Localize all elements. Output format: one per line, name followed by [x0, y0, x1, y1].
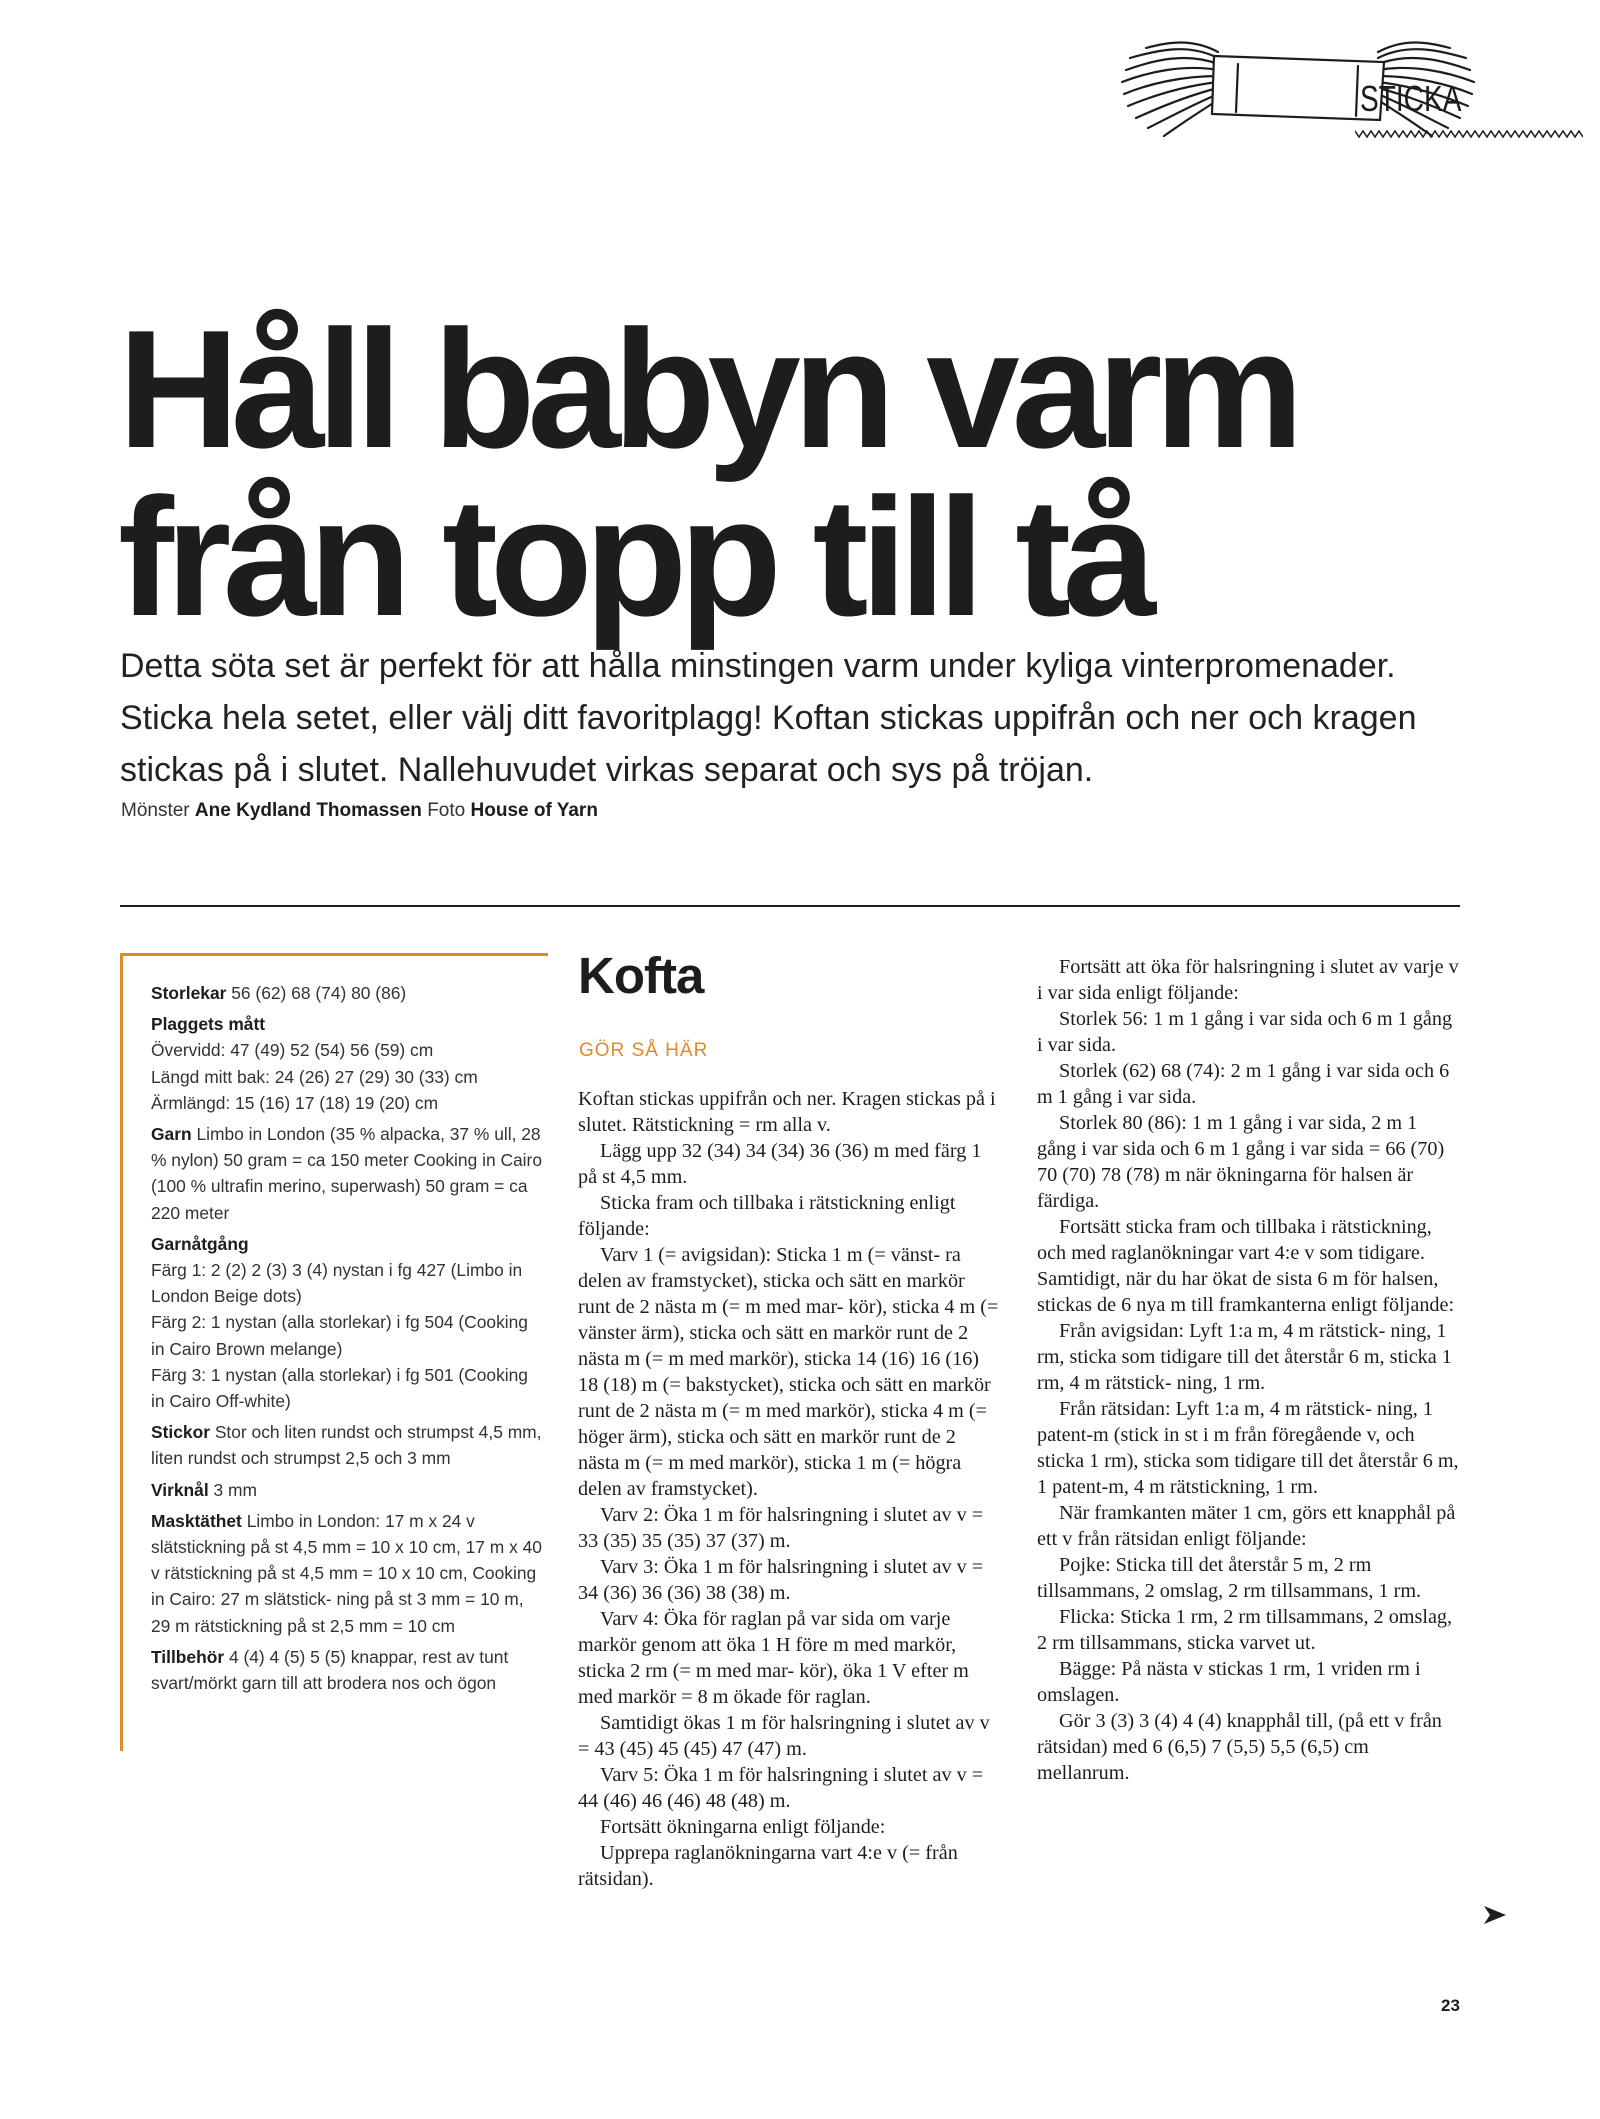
yarn-amount-line: Färg 3: 1 nystan (alla storlekar) i fg 501 (Cooking in Cairo Off-white) [151, 1364, 528, 1412]
yarn-value: Limbo in London (35 % alpacka, 37 % ull, 28 % nylon) 50 gram = ca 150 meter Cooking in Cairo (100 % ultrafin merino, superwash) 50 gram = ca 220 meter [151, 1124, 543, 1223]
needles-label: Stickor [151, 1422, 210, 1443]
article-intro: Detta söta set är perfekt för att hålla minstingen varm under kyliga vinterpromenader. Sticka hela setet, eller välj ditt favoritplagg! Koftan stickas uppifrån och ner och kragen stickas på i slutet. Nallehuvudet virkas separat och sys på tröjan. [120, 647, 1417, 789]
instruction-paragraph: Sticka fram och tillbaka i rätstickning enligt följande: [578, 1192, 956, 1240]
sizes-entry [151, 980, 546, 1006]
instruction-paragraph: Från avigsidan: Lyft 1:a m, 4 m rätstick- ning, 1 rm, sticka som tidigare till det återstår 6 m, sticka 1 rm, 4 m rätstick- ning, 1 rm. [1037, 1320, 1452, 1394]
measurements-label: Plaggets mått [151, 1014, 266, 1035]
instruction-paragraph: Lägg upp 32 (34) 34 (34) 36 (36) m med färg 1 på st 4,5 mm. [578, 1140, 982, 1188]
instruction-paragraph: Pojke: Sticka till det återstår 5 m, 2 rm tillsammans, 2 omslag, 2 rm tillsammans, 1 rm. [1037, 1554, 1422, 1602]
yarn-amount-line: Färg 2: 1 nystan (alla storlekar) i fg 504 (Cooking in Cairo Brown melange) [151, 1312, 528, 1359]
measurements-line: Längd mitt bak: 24 (26) 27 (29) 30 (33) cm [151, 1066, 478, 1087]
instruction-paragraph: Varv 2: Öka 1 m för halsringning i slutet av v = 33 (35) 35 (35) 37 (37) m. [578, 1504, 984, 1552]
gauge-label: Masktäthet [151, 1510, 242, 1531]
instruction-paragraph: Flicka: Sticka 1 rm, 2 rm tillsammans, 2 omslag, 2 rm tillsammans, sticka varvet ut. [1037, 1606, 1453, 1654]
instruction-paragraph: Varv 3: Öka 1 m för halsringning i slutet av v = 34 (36) 36 (36) 38 (38) m. [578, 1556, 984, 1604]
yarn-entry [151, 1121, 546, 1226]
photo-author: House of Yarn [470, 800, 598, 821]
needles-value: Stor och liten rundst och strumpst 4,5 mm, liten rundst och strumpst 2,5 och 3 mm [151, 1422, 542, 1469]
yarn-amount-entry [151, 1231, 546, 1414]
horizontal-rule [120, 905, 1460, 907]
pattern-author: Ane Kydland Thomassen [194, 800, 422, 821]
sizes-label: Storlekar [151, 983, 227, 1003]
photo-label: Foto [427, 800, 466, 821]
zigzag-divider [1355, 127, 1583, 141]
page-number: 23 [1441, 1996, 1460, 2015]
sizes-value: 56 (62) 68 (74) 80 (86) [231, 983, 407, 1003]
crochet-hook-value: 3 mm [213, 1479, 258, 1500]
instruction-paragraph: När framkanten mäter 1 cm, görs ett knapphål på ett v från rätsidan enligt följande: [1037, 1502, 1456, 1550]
instruction-paragraph: Varv 5: Öka 1 m för halsringning i slutet av v = 44 (46) 46 (46) 48 (48) m. [578, 1764, 984, 1812]
measurements-line: Övervidd: 47 (49) 52 (54) 56 (59) cm [151, 1040, 434, 1061]
instruction-paragraph: Bägge: På nästa v stickas 1 rm, 1 vriden rm i omslagen. [1037, 1658, 1421, 1706]
instruction-paragraph: Fortsätt att öka för halsringning i slutet av varje v i var sida enligt följande: [1037, 956, 1459, 1004]
headline-line-2: från topp till tå [118, 463, 1149, 651]
yarn-label: Garn [151, 1124, 192, 1145]
instruction-paragraph: Varv 1 (= avigsidan): Sticka 1 m (= vänst- ra delen av framstycket), sticka och sätt en markör runt de 2 nästa m (= m med mar- kör), sticka 4 m (= vänster ärm), sticka och sätt en markör runt de 2 nästa m (= m med markör), sticka 14 (16) 16 (16) 18 (18) m (= bakstycket), sticka och sätt en markör runt de 2 nästa m (= m med markör), sticka 4 m (= höger ärm), sticka och sätt en markör runt de 2 nästa m (= m med markör), sticka 1 m (= högra delen av framstycket). [578, 1244, 999, 1500]
instruction-paragraph: Från rätsidan: Lyft 1:a m, 4 m rätstick- ning, 1 patent-m (stick in st i m från föregående v, och sticka 1 rm), sticka som tidigare till det återstår 6 m, 1 patent-m, 4 m rätstickning, 1 rm. [1037, 1398, 1459, 1498]
instruction-paragraph: Upprepa raglanökningarna vart 4:e v (= från rätsidan). [578, 1842, 958, 1890]
materials-info-box [120, 953, 548, 1751]
pattern-label: Mönster [121, 800, 190, 821]
instruction-paragraph: Samtidigt ökas 1 m för halsringning i slutet av v = 43 (45) 45 (45) 47 (47) m. [578, 1712, 990, 1760]
measurements-line: Ärmlängd: 15 (16) 17 (18) 19 (20) cm [151, 1092, 439, 1113]
instruction-paragraph: Storlek (62) 68 (74): 2 m 1 gång i var sida och 6 m 1 gång i var sida. [1037, 1060, 1450, 1108]
gauge-entry [151, 1508, 546, 1639]
instruction-paragraph: Storlek 80 (86): 1 m 1 gång i var sida, 2 m 1 gång i var sida och 6 m 1 gång i var sida = 66 (70) 70 (70) 78 (78) m när ökningarna för halsen är färdiga. [1037, 1112, 1445, 1212]
instruction-paragraph: Varv 4: Öka för raglan på var sida om varje markör genom att öka 1 H före m med markör, sticka 2 rm (= m med mar- kör), öka 1 V efter m med markör = 8 m ökade för raglan. [578, 1608, 969, 1708]
accessories-label: Tillbehör [151, 1646, 225, 1667]
article-headline [118, 295, 1538, 651]
instruction-paragraph: Fortsätt sticka fram och tillbaka i rätstickning, och med raglanökningar vart 4:e v som tidigare. Samtidigt, när du har ökat de sista 6 m för halsen, stickas de 6 nya m till framkanterna enligt följande: [1037, 1216, 1455, 1316]
article-credits [121, 800, 598, 822]
section-title: Kofta [578, 947, 704, 1004]
section-label: STICKA [1360, 78, 1462, 119]
instruction-paragraph: Gör 3 (3) 3 (4) 4 (4) knapphål till, (på ett v från rätsidan) med 6 (6,5) 7 (5,5) 5,5 (6,5) cm mellanrum. [1037, 1710, 1442, 1784]
instructions-column-1 [578, 1086, 1002, 1892]
gauge-value: Limbo in London: 17 m x 24 v slätstickning på st 4,5 mm = 10 x 10 cm, 17 m x 40 v rätstickning på st 4,5 mm = 10 x 10 cm, Cooking in Cairo: 27 m slätstick- ning på st 3 mm = 10 m, 29 m rätstickning på st 2,5 mm = 10 cm [151, 1510, 542, 1636]
accessories-value: 4 (4) 4 (5) 5 (5) knappar, rest av tunt svart/mörkt garn till att brodera nos och ögon [151, 1646, 509, 1694]
instructions-column-2 [1037, 954, 1461, 1786]
continue-arrow-icon [1484, 1906, 1506, 1924]
yarn-amount-line: Färg 1: 2 (2) 2 (3) 3 (4) nystan i fg 427 (Limbo in London Beige dots) [151, 1260, 523, 1307]
instruction-paragraph: Koftan stickas uppifrån och ner. Kragen stickas på i slutet. Rätstickning = rm alla v. [578, 1088, 996, 1136]
section-subtitle: GÖR SÅ HÄR [579, 1040, 709, 1061]
instruction-paragraph: Fortsätt ökningarna enligt följande: [600, 1816, 886, 1838]
needles-entry [151, 1419, 546, 1471]
crochet-hook-entry [151, 1477, 546, 1503]
yarn-amount-label: Garnåtgång [151, 1233, 249, 1254]
headline-line-1: Håll babyn varm [118, 295, 1296, 483]
instruction-paragraph: Storlek 56: 1 m 1 gång i var sida och 6 m 1 gång i var sida. [1037, 1008, 1453, 1056]
measurements-entry [151, 1011, 546, 1116]
accessories-entry [151, 1644, 546, 1696]
crochet-hook-label: Virknål [151, 1479, 209, 1500]
